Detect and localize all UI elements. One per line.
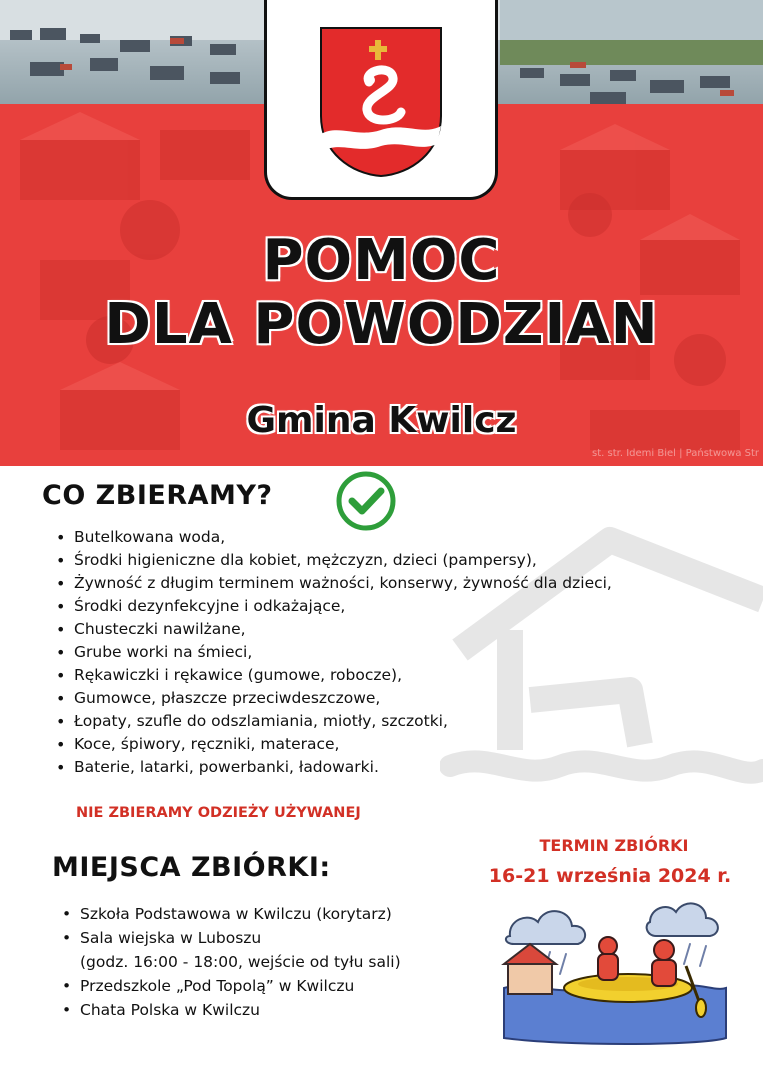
rescue-boat-illustration bbox=[500, 896, 730, 1046]
deadline-heading: TERMIN ZBIÓRKI bbox=[539, 836, 689, 855]
coat-of-arms-icon bbox=[319, 26, 443, 178]
page-subtitle: Gmina Kwilcz bbox=[246, 400, 517, 441]
list-item: • Butelkowana woda, bbox=[52, 526, 752, 549]
crest-frame bbox=[264, 0, 498, 200]
list-item: • Chusteczki nawilżane, bbox=[52, 618, 752, 641]
collect-heading: CO ZBIERAMY? bbox=[42, 480, 273, 511]
list-item: • Łopaty, szufle do odszlamiania, miotły, szczotki, bbox=[52, 710, 752, 733]
deadline-date: 16-21 września 2024 r. bbox=[488, 865, 732, 887]
list-item: • Środki higieniczne dla kobiet, mężczyzn, dzieci (pampersy), bbox=[52, 549, 752, 572]
checkmark-icon bbox=[330, 470, 404, 532]
no-used-clothes-note: NIE ZBIERAMY ODZIEŻY UŻYWANEJ bbox=[76, 805, 361, 821]
list-item: • Przedszkole „Pod Topolą” w Kwilczu bbox=[58, 974, 478, 998]
places-heading: MIEJSCA ZBIÓRKI: bbox=[52, 852, 331, 883]
list-item: • Baterie, latarki, powerbanki, ładowarki. bbox=[52, 756, 752, 779]
list-item: • Koce, śpiwory, ręczniki, materace, bbox=[52, 733, 752, 756]
places-list bbox=[58, 902, 478, 1022]
list-item: • Żywność z długim terminem ważności, konserwy, żywność dla dzieci, bbox=[52, 572, 752, 595]
list-item: • Grube worki na śmieci, bbox=[52, 641, 752, 664]
list-item-continuation: (godz. 16:00 - 18:00, wejście od tyłu sali) bbox=[80, 953, 401, 971]
collect-list bbox=[52, 526, 752, 779]
list-item: • Sala wiejska w Luboszu bbox=[58, 926, 478, 950]
list-item: • Środki dezynfekcyjne i odkażające, bbox=[52, 595, 752, 618]
page-title-line-1: POMOC bbox=[262, 228, 501, 293]
page-title-line-2: DLA POWODZIAN bbox=[104, 292, 659, 357]
photo-credit: st. str. Idemi Biel | Państwowa Str bbox=[592, 448, 759, 459]
list-item: • Gumowce, płaszcze przeciwdeszczowe, bbox=[52, 687, 752, 710]
list-item: • Szkoła Podstawowa w Kwilczu (korytarz) bbox=[58, 902, 478, 926]
list-item: • Rękawiczki i rękawice (gumowe, robocze), bbox=[52, 664, 752, 687]
list-item: • Chata Polska w Kwilczu bbox=[58, 998, 478, 1022]
